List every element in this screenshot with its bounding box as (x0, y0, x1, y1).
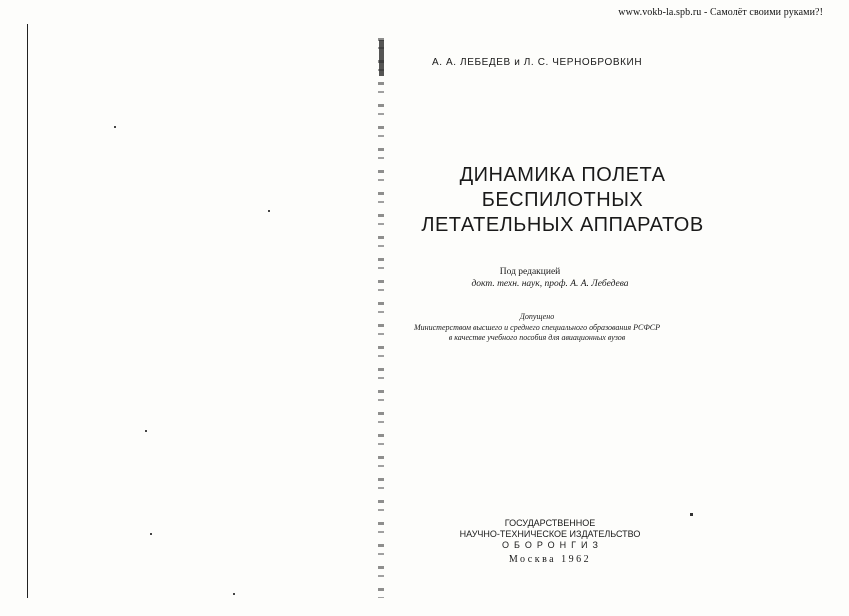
binding-mark (379, 40, 384, 76)
book-title (390, 163, 735, 238)
title-line-1: ДИНАМИКА ПОЛЕТА (459, 164, 666, 186)
site-watermark: www.vokb-la.spb.ru - Самолёт своими руками?! (618, 7, 823, 18)
publisher-block (440, 518, 660, 565)
publisher-name: ОБОРОНГИЗ (502, 540, 603, 550)
authors-line: А. А. ЛЕБЕДЕВ и Л. С. ЧЕРНОБРОВКИН (432, 57, 643, 68)
scan-speck (145, 430, 147, 432)
scan-speck (114, 126, 116, 128)
binding-gutter (378, 38, 384, 598)
scan-speck (268, 210, 270, 212)
approval-line-2: Министерством высшего и среднего специального образования РСФСР (414, 322, 660, 332)
editor-credit (430, 266, 670, 290)
approval-line-1: Допущено (519, 312, 555, 321)
approval-line-3: в качестве учебного пособия для авиационных вузов (448, 333, 626, 342)
approval-note (392, 312, 682, 344)
publisher-line-1: ГОСУДАРСТВЕННОЕ (504, 518, 596, 528)
title-line-3: ЛЕТАТЕЛЬНЫХ АППАРАТОВ (421, 214, 704, 236)
editor-label: Под редакцией (499, 267, 561, 277)
city-year: Москва 1962 (508, 554, 592, 565)
scan-speck (150, 533, 152, 535)
publisher-line-2: НАУЧНО-ТЕХНИЧЕСКОЕ ИЗДАТЕЛЬСТВО (459, 529, 641, 539)
left-page-edge (27, 24, 28, 598)
scan-mark (690, 513, 693, 516)
title-line-2: БЕСПИЛОТНЫХ (481, 189, 644, 211)
editor-name: докт. техн. наук, проф. А. А. Лебедева (471, 279, 629, 289)
scan-speck (233, 593, 235, 595)
